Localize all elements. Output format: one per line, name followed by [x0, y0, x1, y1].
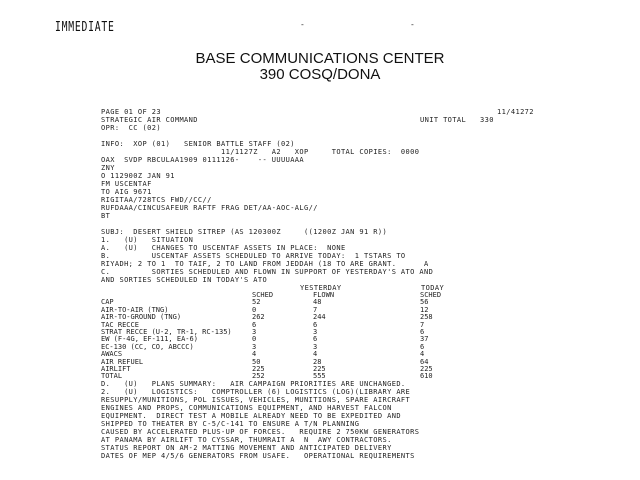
center-title: BASE COMMUNICATIONS CENTER [195, 50, 445, 67]
routing-line: OAX SVDP RBCULAA1909 0111126- -- UUUUAAA [101, 156, 305, 164]
cell-today: 610 [420, 372, 433, 381]
row-label: EW (F-4G, EF-111, EA-6) [101, 335, 198, 344]
page-count: PAGE 01 OF 23 [101, 108, 161, 116]
col-group-yesterday: YESTERDAY [300, 284, 342, 292]
body-line: DATES OF MEP 4/5/6 GENERATORS FROM USAFE. OPERATIONAL REQUIREMENTS [101, 452, 415, 460]
routing-line: ZNY [101, 164, 115, 172]
cell-sched: 0 [252, 335, 257, 344]
cell-flown: 28 [313, 357, 322, 366]
cell-flown: 225 [313, 364, 326, 373]
routing-line: BT [101, 212, 111, 220]
body-line: SHIPPED TO THEATER BY C-5/C-141 TO ENSURE A T/N PLANNING [101, 420, 360, 428]
cell-flown: 555 [313, 372, 326, 381]
cell-sched: 225 [252, 364, 265, 373]
row-label: CAP [101, 298, 114, 307]
cell-sched: 0 [252, 305, 257, 314]
body-line: D. (U) PLANS SUMMARY: AIR CAMPAIGN PRIORITIES ARE UNCHANGED. [101, 380, 406, 388]
body-line: AT PANAMA BY AIRLIFT TO CYSSAR, THUMRAIT A N AWY CONTRACTORS. [101, 436, 392, 444]
body-line: RESUPPLY/MUNITIONS, POL ISSUES, VEHICLES, MUNITIONS, SPARE AIRCRAFT [101, 396, 411, 404]
cell-sched: 3 [252, 327, 257, 336]
cell-today: 225 [420, 364, 433, 373]
cell-flown: 7 [313, 305, 318, 314]
cell-sched: 52 [252, 298, 261, 307]
subject-line: 1. (U) SITUATION [101, 236, 194, 244]
cell-flown: 48 [313, 298, 322, 307]
cell-sched: 6 [252, 320, 257, 329]
body-line: ENGINES AND PROPS, COMMUNICATIONS EQUIPMENT, AND HARVEST FALCON [101, 404, 392, 412]
top-mark-left: - [300, 20, 305, 29]
subject-line: A. (U) CHANGES TO USCENTAF ASSETS IN PLACE: NONE [101, 244, 346, 252]
row-label: TAC RECCE [101, 320, 139, 329]
cell-sched: 4 [252, 350, 257, 359]
routing-line: INFO: XOP (01) SENIOR BATTLE STAFF (02) [101, 140, 295, 148]
precedence-stamp: IMMEDIATE [55, 20, 115, 35]
subject-line: C. SORTIES SCHEDULED AND FLOWN IN SUPPORT OF YESTERDAY'S ATO AND [101, 268, 434, 276]
routing-line: RUFDAAA/CINCUSAFEUR RAFTF FRAG DET/AA-AOC-ALG// [101, 204, 318, 212]
row-label: AWACS [101, 350, 123, 359]
cell-today: 4 [420, 350, 425, 359]
row-label: STRAT RECCE (U-2, TR-1, RC-135) [101, 327, 232, 336]
cell-sched: 262 [252, 313, 265, 322]
row-label: AIR-TO-AIR (TNG) [101, 305, 169, 314]
cell-sched: 50 [252, 357, 261, 366]
unit-total: UNIT TOTAL 330 [420, 116, 494, 124]
routing-line: TO AIG 9671 [101, 188, 152, 196]
col-header-sched: SCHED [252, 291, 274, 299]
originator-org: STRATEGIC AIR COMMAND [101, 116, 198, 124]
cell-today: 6 [420, 327, 425, 336]
cell-today: 7 [420, 320, 425, 329]
cell-flown: 6 [313, 335, 318, 344]
routing-line: RIGITAA/728TCS FWD//CC// [101, 196, 212, 204]
body-line: 2. (U) LOGISTICS: COMPTROLLER (6) LOGISTICS (LOG)(LIBRARY ARE [101, 388, 411, 396]
cell-sched: 3 [252, 342, 257, 351]
center-subtitle: 390 COSQ/DONA [259, 66, 381, 83]
cell-today: 258 [420, 313, 433, 322]
cell-flown: 3 [313, 342, 318, 351]
cell-flown: 6 [313, 320, 318, 329]
row-label: AIR-TO-GROUND (TNG) [101, 313, 182, 322]
subject-line: RIYADH; 2 TO 1 TO TAIF, 2 TO LAND FROM JEDDAH (18 TO ARE GRANT. A [101, 260, 429, 268]
row-label: AIR REFUEL [101, 357, 144, 366]
row-label: TOTAL [101, 372, 123, 381]
top-mark-right: - [410, 20, 415, 29]
routing-line: FM USCENTAF [101, 180, 152, 188]
routing-line: O 112900Z JAN 91 [101, 172, 175, 180]
cell-today: 6 [420, 342, 425, 351]
subject-line: B. USCENTAF ASSETS SCHEDULED TO ARRIVE TODAY: 1 TSTARS TO [101, 252, 406, 260]
col-group-today: TODAY [421, 284, 445, 292]
cell-flown: 244 [313, 313, 326, 322]
cell-today: 12 [420, 305, 429, 314]
cell-flown: 3 [313, 327, 318, 336]
body-line: CAUSED BY ACCELERATED PLUS-UP OF FORCES. REQUIRE 2 750KW GENERATORS [101, 428, 420, 436]
cell-sched: 252 [252, 372, 265, 381]
subject-line: AND SORTIES SCHEDULED IN TODAY'S ATO [101, 276, 268, 284]
col-header-sched-today: SCHED [420, 291, 442, 299]
cell-flown: 4 [313, 350, 318, 359]
row-label: AIRLIFT [101, 364, 131, 373]
col-header-flown: FLOWN [313, 291, 335, 299]
routing-line: 11/1127Z A2 XOP TOTAL COPIES: 0000 [101, 148, 420, 156]
body-line: STATUS REPORT ON AM-2 MATTING MOVEMENT AND ANTICIPATED DELIVERY [101, 444, 392, 452]
row-label: EC-130 (CC, CO, ABCCC) [101, 342, 194, 351]
message-date: 11/41272 [497, 108, 534, 116]
cell-today: 37 [420, 335, 429, 344]
office-of-primary: OPR: CC (02) [101, 124, 161, 132]
subject-line: SUBJ: DESERT SHIELD SITREP (AS 120300Z ((1200Z JAN 91 R)) [101, 228, 388, 236]
cell-today: 64 [420, 357, 429, 366]
body-line: EQUIPMENT. DIRECT TEST A MOBILE ALREADY NEED TO BE EXPEDITED AND [101, 412, 401, 420]
cell-today: 56 [420, 298, 429, 307]
